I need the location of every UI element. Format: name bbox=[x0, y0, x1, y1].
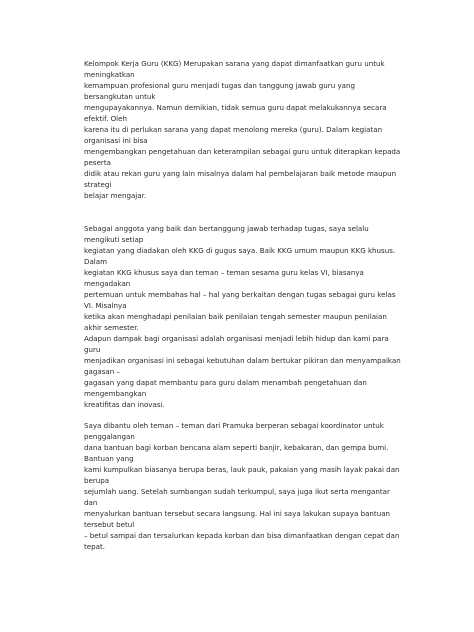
paragraph-kkg-intro: Kelompok Kerja Guru (KKG) Merupakan sarana yang dapat dimanfaatkan guru untuk meningkatkan kemampuan profesional guru menjadi tugas dan tanggung jawab guru yang bersangkutan untuk mengupayakannya. Namun demikian, tidak semua guru dapat melakukannya secara efektif. Oleh karena itu di perlukan sarana yang dapat menolong mereka (guru). Dalam kegiatan organisasi ini bisa mengembangkan pengetahuan dan keterampilan sebagai guru untuk diterapkan kepada peserta didik atau rekan guru yang lain misalnya dalam hal pembelajaran baik metode maupun strategi belajar mengajar. bbox=[84, 59, 401, 200]
paragraph-pramuka-aid: Saya dibantu oleh teman – teman dari Pramuka berperan sebagai koordinator untuk penggalangan dana bantuan bagi korban bencana alam seperti banjir, kebakaran, dan gempa bumi. Bantuan yang kami kumpulkan biasanya berupa beras, lauk pauk, pakaian yang masih layak pakai dan berupa sejumlah uang. Setelah sumbangan sudah terkumpul, saya juga ikut serta mengantar dan menyalurkan bantuan tersebut secara langsung. Hal ini saya lakukan supaya bantuan tersebut betul – betul sampai dan tersalurkan kepada korban dan bisa dimanfaatkan dengan cepat dan tepat. bbox=[84, 421, 400, 551]
paragraph-kkg-activities: Sebagai anggota yang baik dan bertanggung jawab terhadap tugas, saya selalu mengikuti setiap kegiatan yang diadakan oleh KKG di gugus saya. Baik KKG umum maupun KKG khusus. Dalam kegiatan KKG khusus saya dan teman – teman sesama guru kelas VI, biasanya mengadakan pertemuan untuk membahas hal – hal yang berkaitan dengan tugas sebagai guru kelas VI. Misalnya ketika akan menghadapi penilaian baik penilaian tengah semester maupun penilaian akhir semester. Adapun dampak bagi organisasi adalah organisasi menjadi lebih hidup dan kami para guru menjadikan organisasi ini sebagai kebutuhan dalam bertukar pikiran dan menyampaikan gagasan – gagasan yang dapat membantu para guru dalam menambah pengetahuan dan mengembangkan kreatifitas dan inovasi. bbox=[84, 224, 401, 409]
